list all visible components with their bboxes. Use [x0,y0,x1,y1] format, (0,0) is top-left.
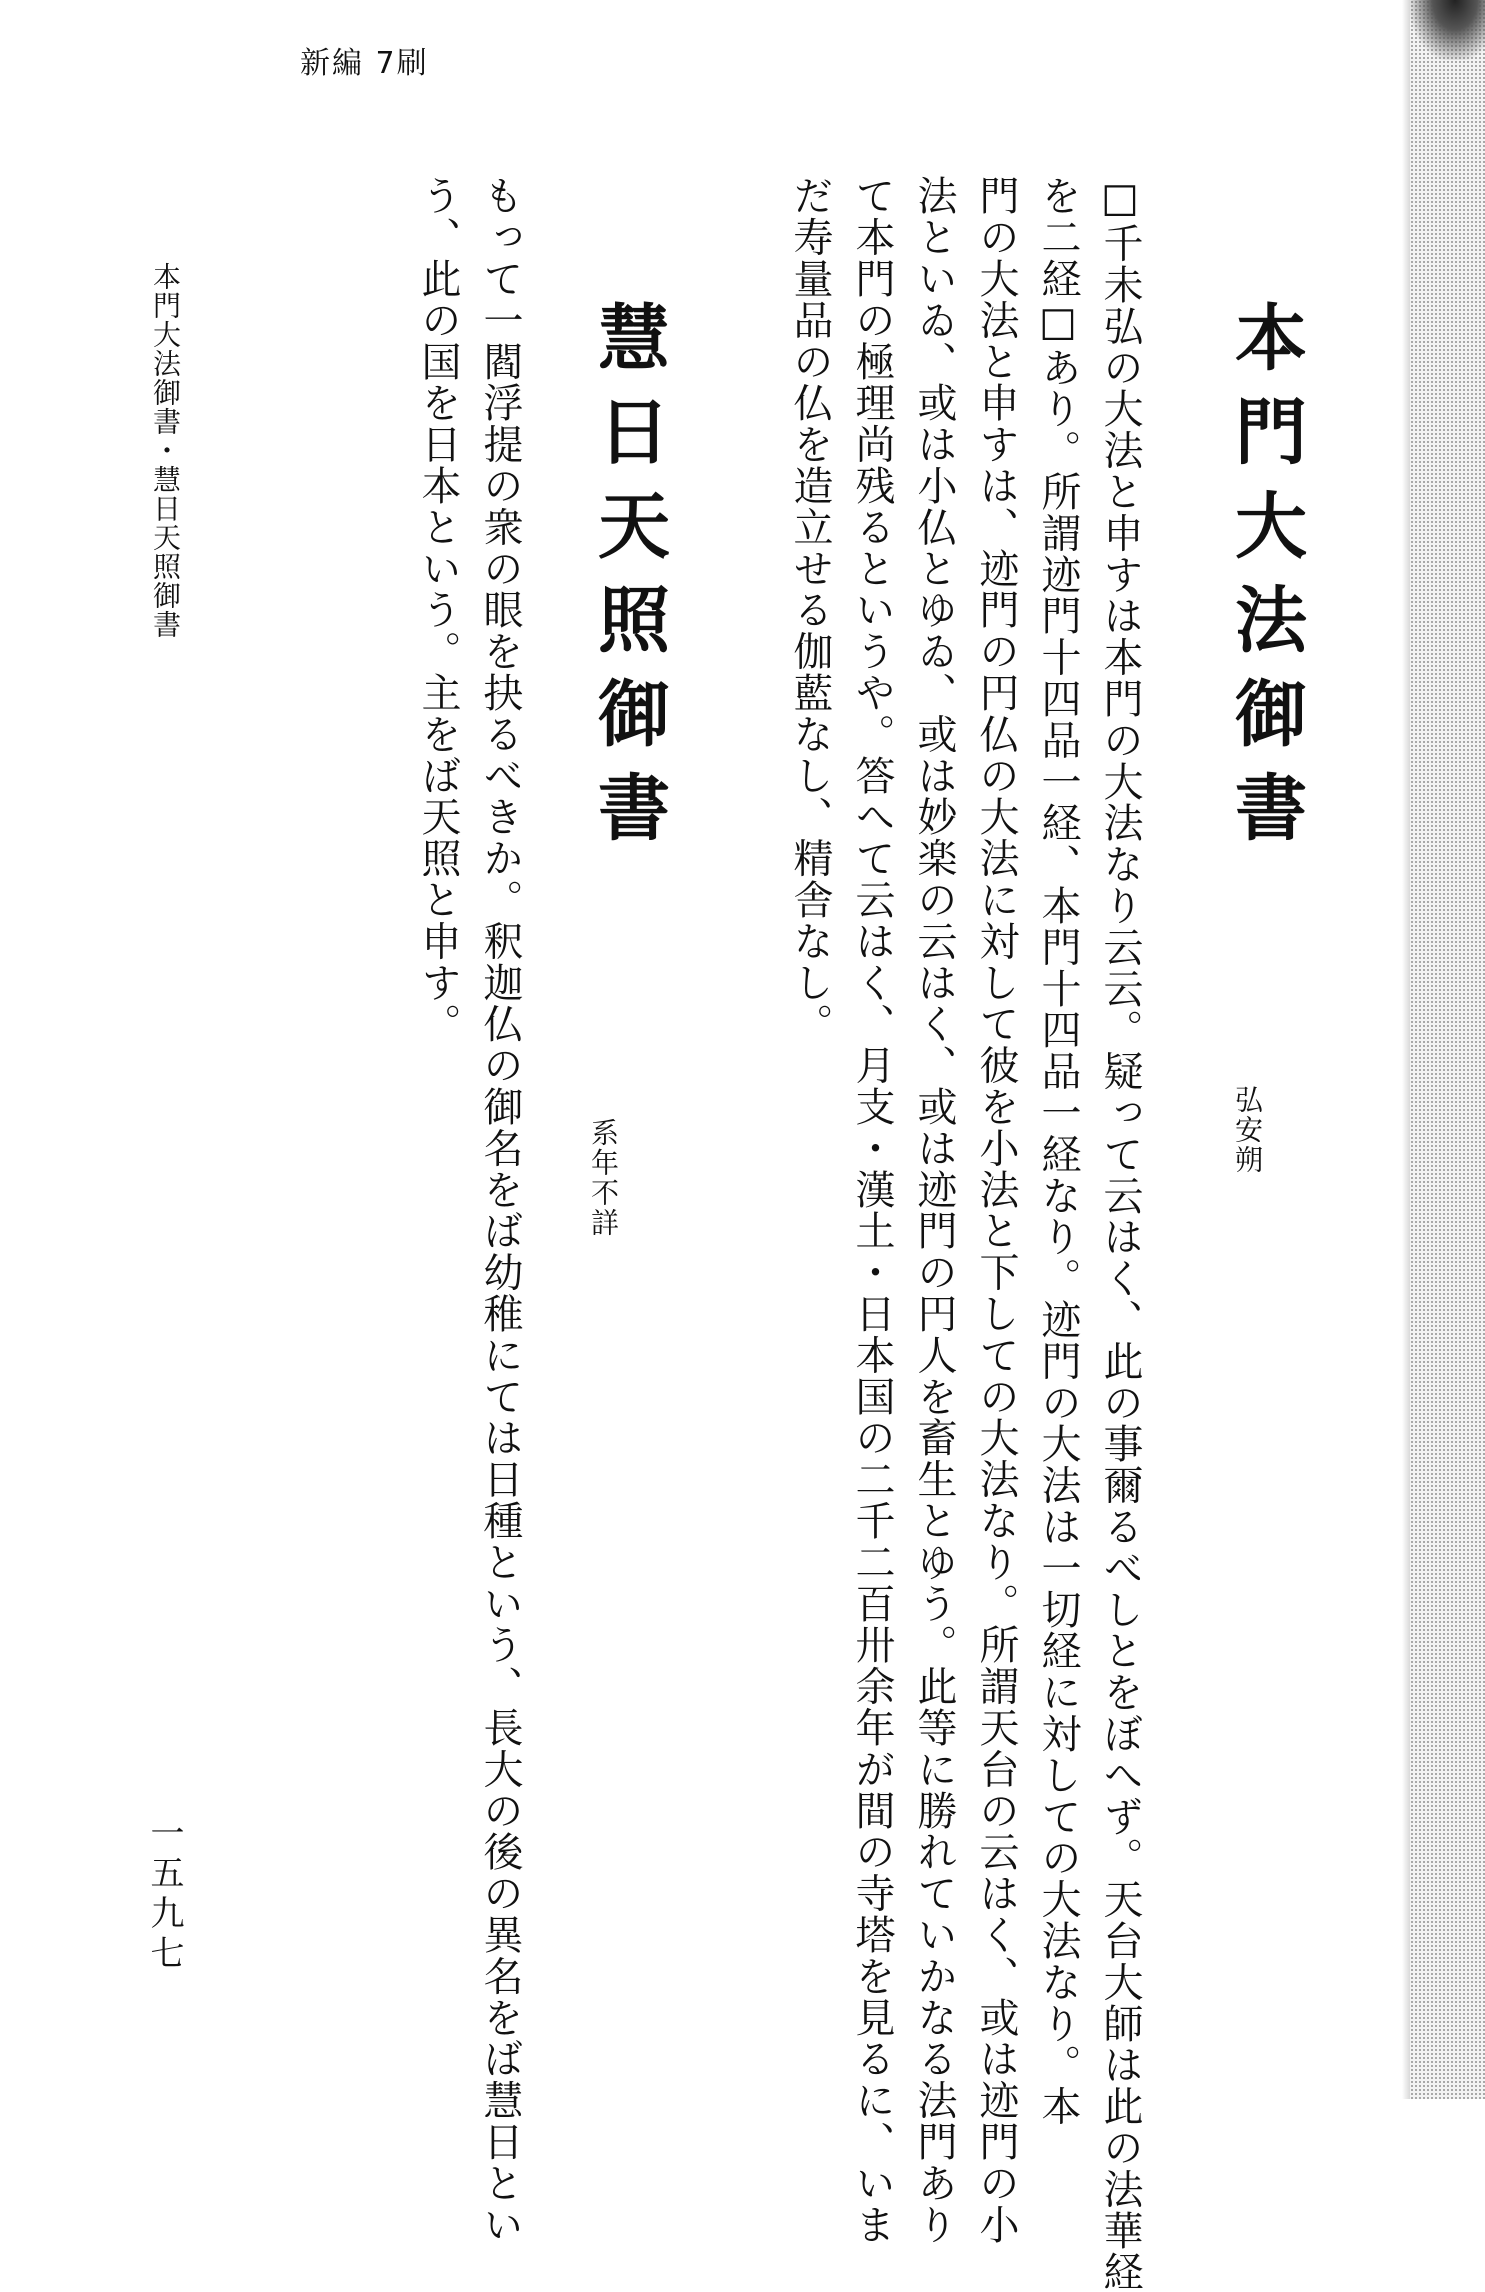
section1-title: 本門大法御書 [1223,300,1308,864]
binding-corner-shadow [1410,0,1485,60]
page-number: 一五九七 [144,1815,184,1975]
section1-line-2: を二経□あり。所謂迹門十四品一経、本門十四品一経なり。迹門の大法は一切経に対しての大法なり。本 [1035,175,1081,2127]
section1-line-5: て本門の極理尚残るというや。答へて云はく、月支・漢土・日本国の二千二百卅余年が間の寺塔を見るに、いま [849,175,895,2245]
section2-title: 慧日天照御書 [586,300,671,864]
section2-period: 系年不詳 [587,1118,620,1238]
section1-period: 弘安朔 [1231,1085,1264,1175]
section1-line-3: 門の大法と申すは、迹門の円仏の大法に対して彼を小法と下しての大法なり。所謂天台の云はく、或は迹門の小 [973,175,1019,2245]
section1-line-4: 法といゐ、或は小仏とゆゐ、或は妙楽の云はく、或は迹門の円人を畜生とゆう。此等に勝れていかなる法門あり [911,175,957,2245]
binding-gutter [1410,0,1485,2099]
edition-label: 新編 7刷 [300,46,429,81]
section2-line-2: う、此の国を日本という。主をば天照と申す。 [415,175,461,1045]
section2-line-1: もって一閻浮提の衆の眼を抉るべきか。釈迦仏の御名をば幼稚にては日種という、長大の後の異名をば慧日とい [477,175,523,2245]
running-title: 本門大法御書・慧日天照御書 [149,262,182,639]
gutter-edge-shadow [1402,0,1410,2099]
section1-line-1: □千未弘の大法と申すは本門の大法なり云云。疑って云はく、此の事爾るべしとをぼへず。天台大師は此の法華経 [1097,175,1143,2292]
section1-line-6: だ寿量品の仏を造立せる伽藍なし、精舎なし。 [787,175,833,1045]
